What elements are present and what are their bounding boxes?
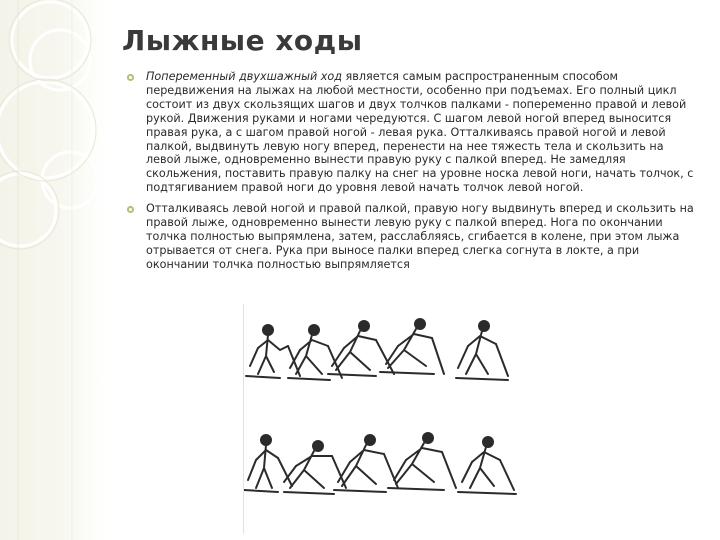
skier-sequence-icon <box>244 304 530 534</box>
skier-figure <box>334 435 398 492</box>
skier-illustration <box>243 304 530 534</box>
decorative-circles <box>0 0 108 540</box>
skier-figure <box>388 433 456 490</box>
skier-figure <box>328 321 394 376</box>
bullet-text: Отталкиваясь левой ногой и правой палкой, правую ногу выдвинуть вперед и скользить на правой лыже, одновременно вынести левую руку с палкой вперед. Нога по окончании толчка полностью выпрямлена, затем, расслабляясь, сгибается в колене, при этом лыжа отрывается от снега. Рука при выносе палки вперед слегка согнута в локте, а при окончании толчка полностью выпрямляется <box>146 202 694 271</box>
skier-figure <box>288 325 342 380</box>
list-item <box>124 202 694 272</box>
bullet-icon <box>126 73 135 82</box>
skier-figure <box>380 319 444 374</box>
bullet-icon <box>126 205 135 214</box>
skier-figure <box>244 435 292 492</box>
decorative-band <box>0 0 108 540</box>
skier-figure <box>458 437 516 494</box>
slide-title: Лыжные ходы <box>122 24 363 57</box>
bullet-list <box>124 70 694 279</box>
bullet-text: является самым распространенным способом передвижения на лыжах на любой местности, особенно при подъемах. Его полный цикл состоит из двух скользящих шагов и двух толчков палками - попеременно правой и левой рукой. Движения руками и ногами чередуются. С шагом левой ногой вперед выносится правая рука, а с шагом правой ногой - левая рука. Отталкиваясь правой ногой и левой палкой, выдвинуть левую ногу вперед, перенести на нее тяжесть тела и скользить на левой лыже, одновременно вынести правую руку с палкой вперед. Не замедляя скольжения, поставить правую палку на снег на уровне носка левой ноги, начать толчок, с подтягиванием правой ноги до уровня левой начать толчок левой ногой. <box>146 70 694 195</box>
list-item <box>124 70 694 195</box>
skier-figure <box>456 321 508 380</box>
skier-figure <box>284 441 346 494</box>
skier-figure <box>246 325 300 378</box>
term-highlight: Попеременный двухшажный ход <box>146 70 342 83</box>
